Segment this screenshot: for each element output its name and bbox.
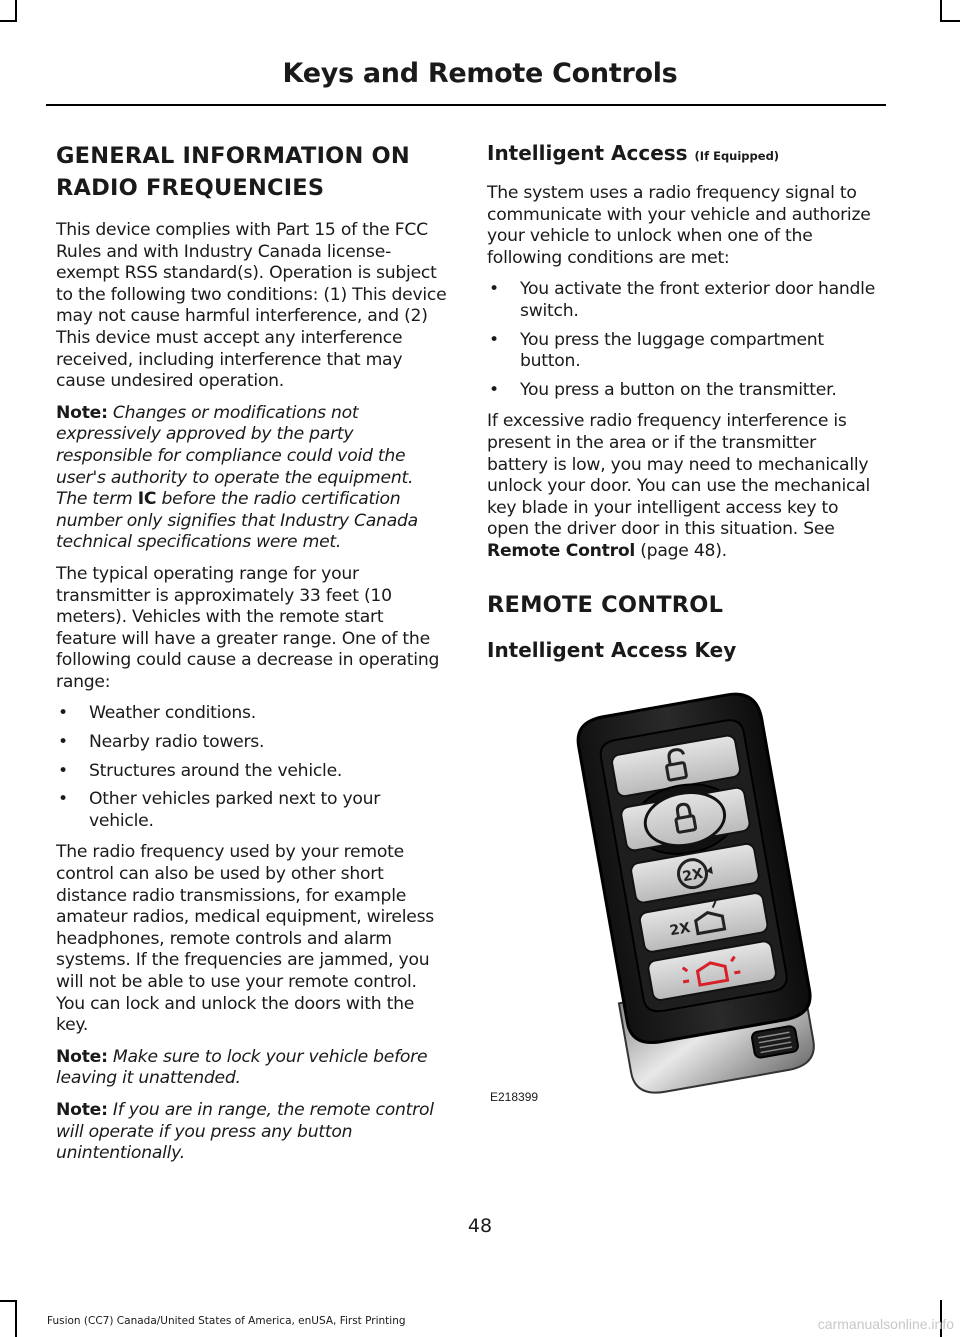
shared-frequency-paragraph: The radio frequency used by your remote control can also be used by other short distance radio transmissions, for example amateur radios, medical equipment, wireless headphones, remote controls and alarm systems. If the frequencies are jammed, you will not be able to use your remote control. You can lock and unlock the doors with the key. <box>56 842 434 1036</box>
crop-mark-bottom-left-h <box>0 1300 17 1302</box>
crop-mark-top-right-h <box>940 20 960 22</box>
system-description-paragraph: The system uses a radio frequency signal to communicate with your vehicle and authorize your vehicle to unlock when one of the following conditions are met: <box>487 183 871 268</box>
operating-range-paragraph: The typical operating range for your transmitter is approximately 33 feet (10 meters). Vehicles with the remote start feature will have a greater range. One of the following could cause a decrease in operating range: <box>56 563 440 692</box>
note-label: Note: <box>56 1099 108 1120</box>
fcc-compliance-paragraph: This device complies with Part 15 of the FCC Rules and with Industry Canada license-exempt RSS standard(s). Operation is subject to the following two conditions: (1) This device may not cause harmful interference, and (2) This device must accept any interference received, including interference that may cause undesired operation. <box>56 220 447 392</box>
subheading-intelligent-access-key: Intelligent Access Key <box>487 637 737 662</box>
note-lock-vehicle <box>56 1047 448 1090</box>
heading-text: Intelligent Access <box>487 141 688 165</box>
page-number: 48 <box>467 1215 493 1237</box>
svg-text:2X: 2X <box>681 865 705 886</box>
note-modifications <box>56 403 448 554</box>
figure-code: E218399 <box>490 1090 539 1104</box>
section-heading-intelligent-access <box>487 140 882 169</box>
note-label: Note: <box>56 402 108 423</box>
crop-mark-top-right-v <box>940 0 942 22</box>
crop-mark-top-left-v <box>15 0 17 22</box>
right-column <box>487 140 882 677</box>
crop-mark-bottom-left-v <box>15 1300 17 1337</box>
key-fob-illustration <box>487 690 882 1105</box>
unlock-conditions-list <box>487 279 882 401</box>
paragraph-text: (page 48). <box>635 540 727 561</box>
list-item: • You press the luggage compartment button. <box>487 330 882 373</box>
cross-reference-remote-control[interactable]: Remote Control <box>487 540 636 561</box>
heading-qualifier: (If Equipped) <box>694 149 780 163</box>
left-column <box>56 140 448 1175</box>
list-item: • Nearby radio towers. <box>56 732 448 754</box>
crop-mark-top-left-h <box>0 20 17 22</box>
section-heading-remote-control: REMOTE CONTROL <box>487 591 724 618</box>
interference-paragraph <box>487 411 882 562</box>
note-in-range <box>56 1100 448 1165</box>
note-text: If you are in range, the remote control will operate if you press any button unintentionally. <box>56 1099 434 1164</box>
watermark: carmanualsonline.info <box>817 1316 954 1332</box>
footer-edition: Fusion (CC7) Canada/United States of America, enUSA, First Printing <box>47 1315 406 1327</box>
list-item: • You press a button on the transmitter. <box>487 380 882 402</box>
section-heading-radio-frequencies: GENERAL INFORMATION ON RADIO FREQUENCIES <box>56 143 410 201</box>
note-text: before the radio certification number only signifies that Industry Canada technical specifications were met. <box>56 489 418 553</box>
header-rule <box>46 104 886 106</box>
paragraph-text: If excessive radio frequency interference is present in the area or if the transmitter battery is low, you may need to mechanically unlock your door. You can use the mechanical key blade in your intelligent access key to open the driver door in this situation. See <box>487 411 871 540</box>
list-item: • Weather conditions. <box>56 703 448 725</box>
list-item: • You activate the front exterior door handle switch. <box>487 279 882 322</box>
range-factors-list <box>56 703 448 832</box>
svg-text:2X: 2X <box>668 919 692 940</box>
note-text: Make sure to lock your vehicle before leaving it unattended. <box>56 1046 428 1089</box>
list-item: • Other vehicles parked next to your vehicle. <box>56 789 448 832</box>
note-term-ic: IC <box>137 489 157 510</box>
note-text: Changes or modifications not expressively approved by the party responsible for compliance could void the user's authority to operate the equipment. The term <box>56 402 414 510</box>
list-item: • Structures around the vehicle. <box>56 761 448 783</box>
note-label: Note: <box>56 1046 108 1067</box>
page-header-title: Keys and Remote Controls <box>282 58 678 89</box>
